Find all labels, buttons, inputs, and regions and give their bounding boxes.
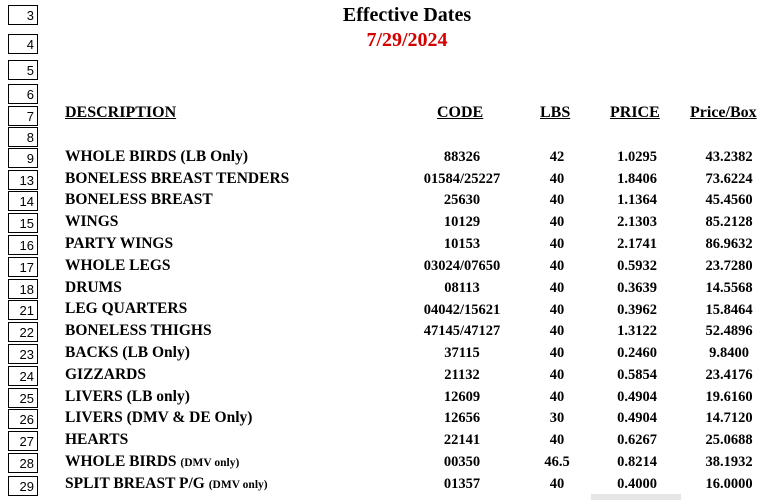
row-number: 6 (8, 84, 38, 104)
item-description-main: SPLIT BREAST P/G (65, 475, 205, 492)
item-price-box: 16.0000 (705, 476, 753, 492)
header-price: PRICE (610, 104, 660, 121)
item-description: WHOLE BIRDS (LB Only) (65, 148, 249, 165)
item-price-box: 23.7280 (705, 258, 753, 274)
item-description: LIVERS (LB only) (65, 388, 190, 405)
item-lbs: 40 (549, 192, 565, 208)
header-code: CODE (437, 104, 484, 121)
item-description: WINGS (65, 213, 119, 230)
item-price-box: 85.2128 (705, 214, 753, 230)
item-lbs: 40 (549, 280, 565, 296)
item-price: 0.8214 (617, 454, 657, 470)
item-price: 0.2460 (617, 345, 657, 361)
row-number: 14 (8, 191, 38, 211)
item-lbs: 40 (549, 476, 565, 492)
row-number: 9 (8, 148, 38, 168)
item-price-box: 38.1932 (705, 454, 753, 470)
item-description-note: (DMV only) (208, 479, 268, 491)
row-number: 5 (8, 60, 38, 80)
item-lbs: 46.5 (544, 454, 570, 470)
item-code: 03024/07650 (423, 258, 501, 274)
item-price: 2.1741 (617, 236, 657, 252)
item-lbs: 40 (549, 258, 565, 274)
item-price: 0.4904 (617, 410, 657, 426)
row-number: 13 (8, 170, 38, 190)
item-code: 08113 (444, 280, 480, 296)
item-price-box: 19.6160 (705, 389, 753, 405)
cell-highlight (591, 494, 681, 500)
item-lbs: 42 (549, 149, 565, 165)
item-price: 0.3962 (617, 302, 657, 318)
item-price: 0.4000 (617, 476, 657, 492)
row-number: 25 (8, 388, 38, 408)
effective-date: 7/29/2024 (366, 29, 448, 51)
item-price-box: 25.0688 (705, 432, 753, 448)
item-price: 1.3122 (617, 323, 657, 339)
row-number: 21 (8, 300, 38, 320)
item-description-note: (DMV only) (180, 457, 240, 469)
item-price-box: 14.5568 (705, 280, 753, 296)
row-number: 15 (8, 213, 38, 233)
row-number: 22 (8, 322, 38, 342)
item-price-box: 73.6224 (705, 171, 753, 187)
item-description (65, 475, 268, 493)
item-description: BACKS (LB Only) (65, 344, 190, 361)
item-price: 1.1364 (617, 192, 657, 208)
item-code: 10129 (443, 214, 481, 230)
item-price-box: 52.4896 (705, 323, 753, 339)
row-number: 28 (8, 453, 38, 473)
item-price: 2.1303 (617, 214, 657, 230)
header-price-box: Price/Box (690, 104, 757, 121)
item-description: LIVERS (DMV & DE Only) (65, 409, 253, 426)
row-number: 7 (8, 106, 38, 126)
item-price-box: 86.9632 (705, 236, 753, 252)
item-lbs: 40 (549, 214, 565, 230)
item-price: 0.4904 (617, 389, 657, 405)
item-lbs: 40 (549, 171, 565, 187)
item-price-box: 9.8400 (709, 345, 749, 361)
item-code: 00350 (443, 454, 481, 470)
row-number: 16 (8, 235, 38, 255)
item-lbs: 40 (549, 367, 565, 383)
item-lbs: 40 (549, 323, 565, 339)
item-code: 37115 (444, 345, 480, 361)
item-description: WHOLE LEGS (65, 257, 171, 274)
item-code: 04042/15621 (423, 302, 501, 318)
row-number: 8 (8, 127, 38, 147)
item-description: BONELESS THIGHS (65, 322, 212, 339)
item-lbs: 40 (549, 345, 565, 361)
item-code: 12609 (443, 389, 481, 405)
item-lbs: 40 (549, 389, 565, 405)
item-price-box: 14.7120 (705, 410, 753, 426)
item-price: 1.0295 (617, 149, 657, 165)
item-lbs: 40 (549, 236, 565, 252)
item-code: 47145/47127 (423, 323, 501, 339)
header-lbs: LBS (540, 104, 571, 121)
row-number: 27 (8, 431, 38, 451)
item-code: 25630 (443, 192, 481, 208)
item-price-box: 23.4176 (705, 367, 753, 383)
item-code: 01357 (443, 476, 481, 492)
item-price: 0.6267 (617, 432, 657, 448)
item-description: GIZZARDS (65, 366, 146, 383)
item-price: 1.8406 (617, 171, 657, 187)
sheet-title: Effective Dates (342, 4, 472, 26)
item-description: BONELESS BREAST (65, 191, 213, 208)
item-description: HEARTS (65, 431, 129, 448)
item-price-box: 43.2382 (705, 149, 753, 165)
item-lbs: 30 (549, 410, 565, 426)
item-code: 12656 (443, 410, 481, 426)
item-lbs: 40 (549, 302, 565, 318)
item-description: DRUMS (65, 279, 122, 296)
item-description (65, 453, 239, 471)
item-code: 21132 (444, 367, 480, 383)
item-description: BONELESS BREAST TENDERS (65, 170, 290, 187)
item-price: 0.3639 (617, 280, 657, 296)
item-lbs: 40 (549, 432, 565, 448)
item-price-box: 45.4560 (705, 192, 753, 208)
header-description: DESCRIPTION (65, 104, 177, 121)
item-description-main: WHOLE BIRDS (65, 453, 177, 470)
item-price-box: 15.8464 (705, 302, 753, 318)
item-description: PARTY WINGS (65, 235, 174, 252)
item-code: 10153 (443, 236, 481, 252)
row-number: 29 (8, 476, 38, 496)
item-code: 88326 (443, 149, 481, 165)
item-description: LEG QUARTERS (65, 300, 188, 317)
row-number: 26 (8, 409, 38, 429)
item-price: 0.5932 (617, 258, 657, 274)
row-number: 3 (8, 5, 38, 25)
row-number: 24 (8, 366, 38, 386)
item-price: 0.5854 (617, 367, 657, 383)
row-number: 23 (8, 344, 38, 364)
row-number: 18 (8, 279, 38, 299)
item-code: 22141 (443, 432, 481, 448)
row-number: 4 (8, 34, 38, 54)
item-code: 01584/25227 (423, 171, 501, 187)
row-number: 17 (8, 257, 38, 277)
